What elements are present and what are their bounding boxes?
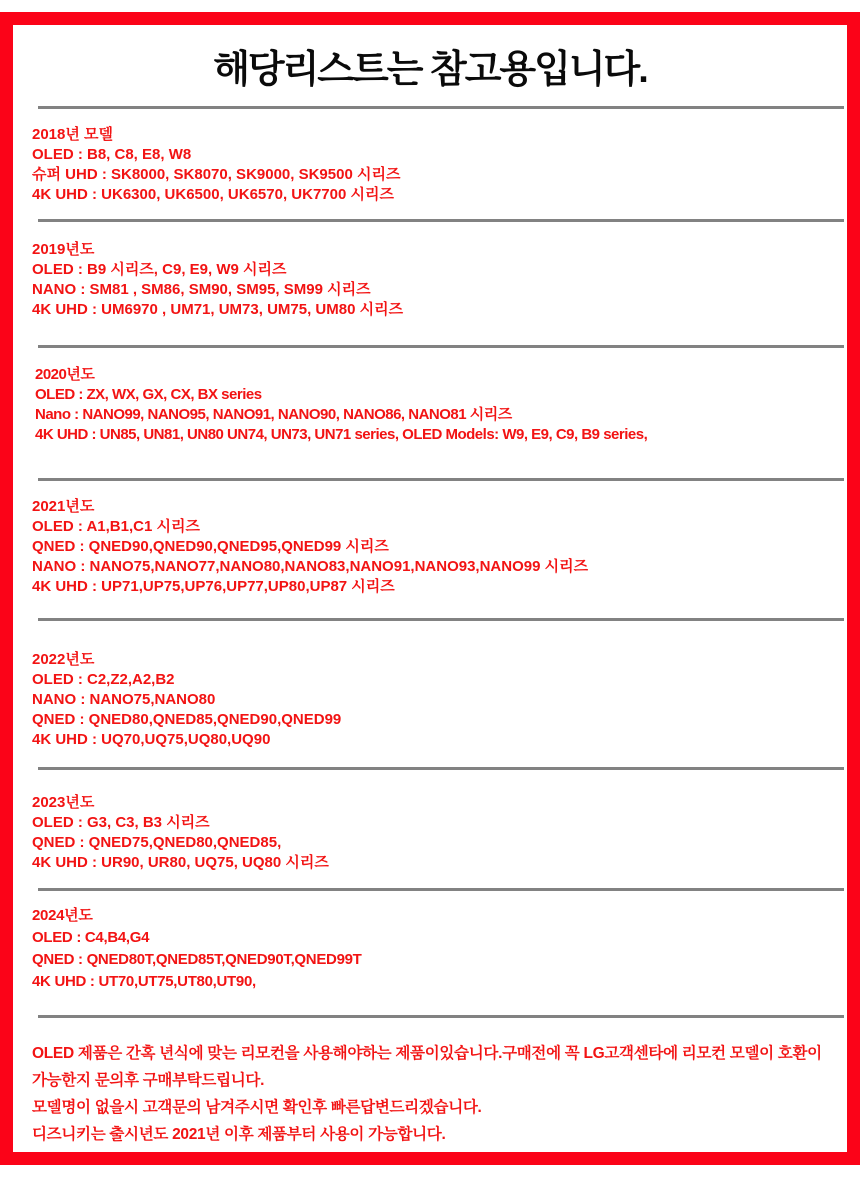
model-row: OLED : C2,Z2,A2,B2	[32, 671, 175, 688]
section-2022-models	[13, 621, 847, 767]
footer-note-line: OLED 제품은 간혹 년식에 맞는 리모컨을 사용해야하는 제품이있습니다.구매전에 꼭 LG고객센타에 리모컨 모델이 호환이	[32, 1045, 822, 1062]
section-2018-models	[13, 109, 847, 219]
model-row: QNED : QNED80T,QNED85T,QNED90T,QNED99T	[32, 951, 362, 968]
section-2019-models	[13, 222, 847, 345]
model-row: QNED : QNED90,QNED90,QNED95,QNED99 시리즈	[32, 538, 389, 555]
section-year-label: 2020년도	[35, 366, 95, 383]
model-row: 4K UHD : UK6300, UK6500, UK6570, UK7700 시리즈	[32, 186, 394, 203]
section-year-label: 2024년도	[32, 907, 93, 924]
model-row: OLED : A1,B1,C1 시리즈	[32, 518, 200, 535]
model-row: 4K UHD : UN85, UN81, UN80 UN74, UN73, UN71 series, OLED Models: W9, E9, C9, B9 series,	[35, 426, 648, 443]
title-block	[13, 25, 847, 106]
section-year-label: 2019년도	[32, 241, 95, 258]
section-2023-models	[13, 770, 847, 888]
model-row: OLED : B9 시리즈, C9, E9, W9 시리즈	[32, 261, 287, 278]
model-row: 4K UHD : UP71,UP75,UP76,UP77,UP80,UP87 시리즈	[32, 578, 395, 595]
model-row: 4K UHD : UQ70,UQ75,UQ80,UQ90	[32, 731, 271, 748]
section-year-label: 2022년도	[32, 651, 95, 668]
section-year-label: 2018년 모델	[32, 126, 114, 143]
section-year-label: 2023년도	[32, 794, 95, 811]
model-row: OLED : B8, C8, E8, W8	[32, 146, 192, 163]
model-row: OLED : C4,B4,G4	[32, 929, 150, 946]
section-2024-models	[13, 891, 847, 1015]
section-2021-models	[13, 481, 847, 618]
red-border-frame	[0, 12, 860, 1165]
model-row: NANO : SM81 , SM86, SM90, SM95, SM99 시리즈	[32, 281, 371, 298]
model-row: NANO : NANO75,NANO77,NANO80,NANO83,NANO91,NANO93,NANO99 시리즈	[32, 558, 589, 575]
section-year-label: 2021년도	[32, 498, 95, 515]
model-row: OLED : ZX, WX, GX, CX, BX series	[35, 386, 262, 403]
model-row: 4K UHD : UT70,UT75,UT80,UT90,	[32, 973, 256, 990]
page-title: 해당리스트는 참고용입니다.	[213, 49, 647, 91]
footer-note-line: 모델명이 없을시 고객문의 남겨주시면 확인후 빠른답변드리겠습니다.	[32, 1099, 482, 1116]
model-row: Nano : NANO99, NANO95, NANO91, NANO90, NANO86, NANO81 시리즈	[35, 406, 512, 423]
footer-note-line: 가능한지 문의후 구매부탁드립니다.	[32, 1072, 265, 1089]
footer-notes	[13, 1018, 847, 1150]
model-row: 슈퍼 UHD : SK8000, SK8070, SK9000, SK9500 시리즈	[32, 166, 401, 183]
footer-note-line: 디즈니키는 출시년도 2021년 이후 제품부터 사용이 가능합니다.	[32, 1126, 446, 1143]
model-row: QNED : QNED80,QNED85,QNED90,QNED99	[32, 711, 342, 728]
model-row: OLED : G3, C3, B3 시리즈	[32, 814, 210, 831]
model-row: QNED : QNED75,QNED80,QNED85,	[32, 834, 282, 851]
model-row: 4K UHD : UM6970 , UM71, UM73, UM75, UM80 시리즈	[32, 301, 404, 318]
model-row: 4K UHD : UR90, UR80, UQ75, UQ80 시리즈	[32, 854, 329, 871]
model-row: NANO : NANO75,NANO80	[32, 691, 216, 708]
section-2020-models	[13, 348, 847, 478]
